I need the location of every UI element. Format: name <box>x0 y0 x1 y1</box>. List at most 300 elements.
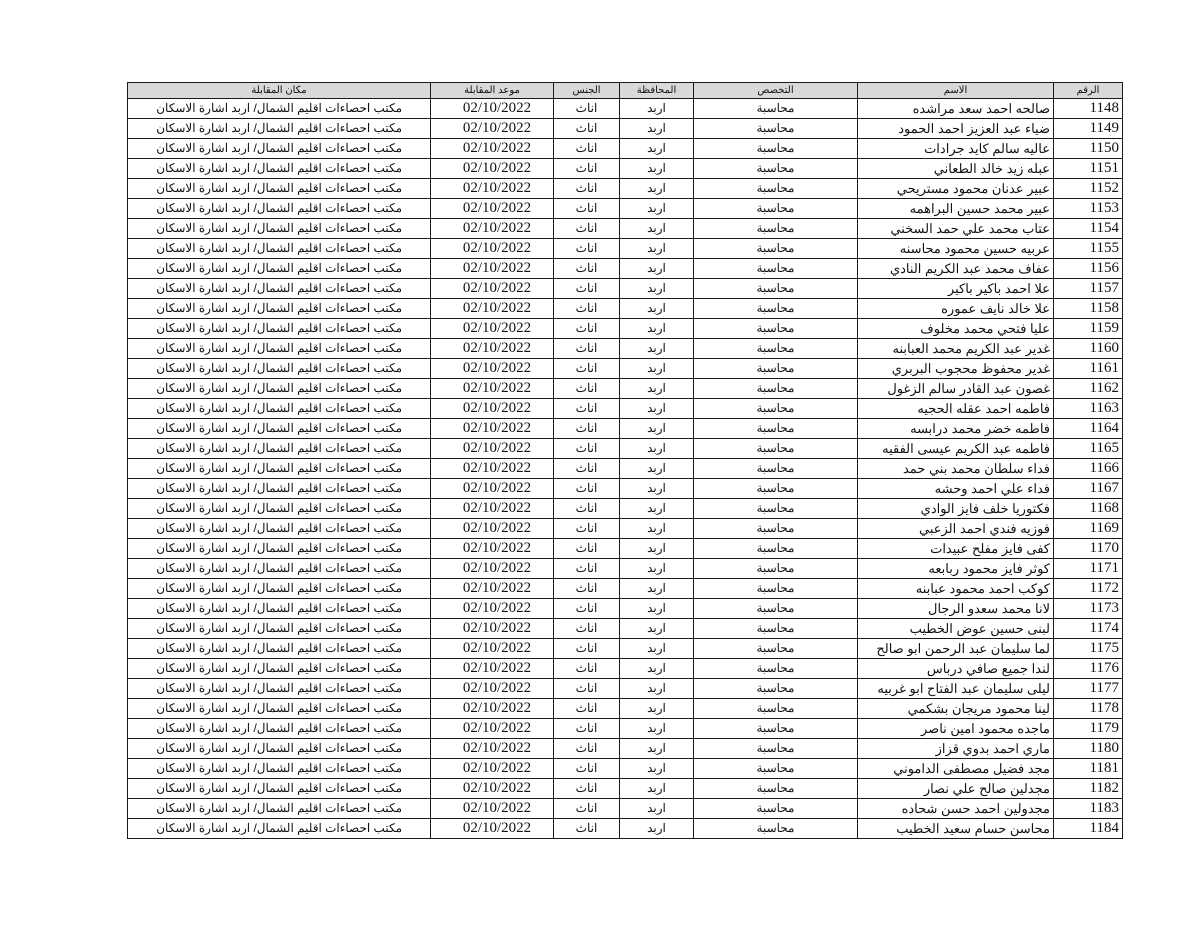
cell-name: كوكب احمد محمود عبابنه <box>858 579 1054 599</box>
cell-date: 02/10/2022 <box>431 299 554 319</box>
table-row <box>128 379 1123 399</box>
cell-place: مكتب احصاءات اقليم الشمال/ اربد اشارة الاسكان <box>128 99 431 119</box>
cell-number: 1156 <box>1054 259 1123 279</box>
cell-gender: اناث <box>554 779 620 799</box>
cell-place: مكتب احصاءات اقليم الشمال/ اربد اشارة الاسكان <box>128 719 431 739</box>
cell-name: عبله زيد خالد الطعاني <box>858 159 1054 179</box>
cell-number: 1148 <box>1054 99 1123 119</box>
cell-specialization: محاسبة <box>694 759 858 779</box>
cell-number: 1150 <box>1054 139 1123 159</box>
cell-number: 1169 <box>1054 519 1123 539</box>
cell-place: مكتب احصاءات اقليم الشمال/ اربد اشارة الاسكان <box>128 819 431 839</box>
cell-specialization: محاسبة <box>694 179 858 199</box>
cell-governorate: اربد <box>620 179 694 199</box>
cell-name: عتاب محمد علي حمد السخني <box>858 219 1054 239</box>
cell-place: مكتب احصاءات اقليم الشمال/ اربد اشارة الاسكان <box>128 619 431 639</box>
cell-number: 1155 <box>1054 239 1123 259</box>
table-row <box>128 179 1123 199</box>
cell-specialization: محاسبة <box>694 199 858 219</box>
cell-governorate: اربد <box>620 479 694 499</box>
cell-specialization: محاسبة <box>694 239 858 259</box>
cell-governorate: اربد <box>620 779 694 799</box>
cell-place: مكتب احصاءات اقليم الشمال/ اربد اشارة الاسكان <box>128 239 431 259</box>
cell-date: 02/10/2022 <box>431 139 554 159</box>
cell-governorate: اربد <box>620 299 694 319</box>
cell-governorate: اربد <box>620 439 694 459</box>
cell-date: 02/10/2022 <box>431 719 554 739</box>
cell-number: 1176 <box>1054 659 1123 679</box>
cell-date: 02/10/2022 <box>431 119 554 139</box>
cell-specialization: محاسبة <box>694 139 858 159</box>
cell-number: 1182 <box>1054 779 1123 799</box>
header-specialization: التخصص <box>694 83 858 99</box>
cell-name: ضياء عبد العزيز احمد الحمود <box>858 119 1054 139</box>
cell-place: مكتب احصاءات اقليم الشمال/ اربد اشارة الاسكان <box>128 679 431 699</box>
cell-specialization: محاسبة <box>694 339 858 359</box>
cell-specialization: محاسبة <box>694 119 858 139</box>
cell-name: فكتوريا خلف فايز الوادي <box>858 499 1054 519</box>
cell-governorate: اربد <box>620 739 694 759</box>
cell-date: 02/10/2022 <box>431 499 554 519</box>
table-row <box>128 159 1123 179</box>
cell-place: مكتب احصاءات اقليم الشمال/ اربد اشارة الاسكان <box>128 359 431 379</box>
cell-number: 1160 <box>1054 339 1123 359</box>
header-name: الاسم <box>858 83 1054 99</box>
cell-number: 1172 <box>1054 579 1123 599</box>
cell-specialization: محاسبة <box>694 559 858 579</box>
cell-governorate: اربد <box>620 519 694 539</box>
cell-name: ماجده محمود امين ناصر <box>858 719 1054 739</box>
cell-specialization: محاسبة <box>694 579 858 599</box>
table-row <box>128 599 1123 619</box>
cell-place: مكتب احصاءات اقليم الشمال/ اربد اشارة الاسكان <box>128 799 431 819</box>
cell-gender: اناث <box>554 439 620 459</box>
cell-date: 02/10/2022 <box>431 679 554 699</box>
cell-gender: اناث <box>554 579 620 599</box>
cell-gender: اناث <box>554 99 620 119</box>
cell-number: 1177 <box>1054 679 1123 699</box>
cell-specialization: محاسبة <box>694 459 858 479</box>
cell-governorate: اربد <box>620 499 694 519</box>
table-row <box>128 499 1123 519</box>
cell-gender: اناث <box>554 699 620 719</box>
cell-name: لينا محمود مريجان بشكمي <box>858 699 1054 719</box>
cell-gender: اناث <box>554 739 620 759</box>
cell-number: 1179 <box>1054 719 1123 739</box>
cell-date: 02/10/2022 <box>431 779 554 799</box>
cell-name: عفاف محمد عبد الكريم النادي <box>858 259 1054 279</box>
cell-name: فداء سلطان محمد بني حمد <box>858 459 1054 479</box>
cell-gender: اناث <box>554 239 620 259</box>
cell-name: كفى فايز مفلح عبيدات <box>858 539 1054 559</box>
cell-place: مكتب احصاءات اقليم الشمال/ اربد اشارة الاسكان <box>128 179 431 199</box>
cell-name: مجد فضيل مصطفى الداموني <box>858 759 1054 779</box>
cell-specialization: محاسبة <box>694 479 858 499</box>
cell-number: 1153 <box>1054 199 1123 219</box>
table-row <box>128 339 1123 359</box>
cell-number: 1149 <box>1054 119 1123 139</box>
cell-name: مجدولين احمد حسن شحاده <box>858 799 1054 819</box>
cell-governorate: اربد <box>620 159 694 179</box>
cell-name: غصون عبد القادر سالم الزغول <box>858 379 1054 399</box>
cell-governorate: اربد <box>620 99 694 119</box>
cell-specialization: محاسبة <box>694 719 858 739</box>
cell-number: 1173 <box>1054 599 1123 619</box>
cell-governorate: اربد <box>620 799 694 819</box>
table-row <box>128 259 1123 279</box>
cell-date: 02/10/2022 <box>431 479 554 499</box>
table-body <box>128 99 1123 839</box>
cell-name: ماري احمد بدوي قزاز <box>858 739 1054 759</box>
cell-governorate: اربد <box>620 659 694 679</box>
table-row <box>128 419 1123 439</box>
cell-governorate: اربد <box>620 199 694 219</box>
cell-specialization: محاسبة <box>694 659 858 679</box>
candidates-table <box>127 82 1123 839</box>
cell-place: مكتب احصاءات اقليم الشمال/ اربد اشارة الاسكان <box>128 639 431 659</box>
cell-name: عبير عدنان محمود مستريحي <box>858 179 1054 199</box>
table-row <box>128 279 1123 299</box>
cell-specialization: محاسبة <box>694 819 858 839</box>
cell-date: 02/10/2022 <box>431 419 554 439</box>
cell-gender: اناث <box>554 519 620 539</box>
cell-date: 02/10/2022 <box>431 519 554 539</box>
cell-specialization: محاسبة <box>694 799 858 819</box>
cell-number: 1183 <box>1054 799 1123 819</box>
cell-gender: اناث <box>554 619 620 639</box>
cell-place: مكتب احصاءات اقليم الشمال/ اربد اشارة الاسكان <box>128 259 431 279</box>
cell-date: 02/10/2022 <box>431 159 554 179</box>
cell-place: مكتب احصاءات اقليم الشمال/ اربد اشارة الاسكان <box>128 199 431 219</box>
table-row <box>128 199 1123 219</box>
table-row <box>128 579 1123 599</box>
cell-gender: اناث <box>554 379 620 399</box>
cell-name: غدير محفوظ محجوب البربري <box>858 359 1054 379</box>
cell-gender: اناث <box>554 319 620 339</box>
cell-specialization: محاسبة <box>694 319 858 339</box>
cell-date: 02/10/2022 <box>431 179 554 199</box>
cell-gender: اناث <box>554 499 620 519</box>
cell-gender: اناث <box>554 179 620 199</box>
cell-specialization: محاسبة <box>694 679 858 699</box>
table-row <box>128 459 1123 479</box>
cell-governorate: اربد <box>620 679 694 699</box>
cell-place: مكتب احصاءات اقليم الشمال/ اربد اشارة الاسكان <box>128 479 431 499</box>
cell-place: مكتب احصاءات اقليم الشمال/ اربد اشارة الاسكان <box>128 139 431 159</box>
cell-date: 02/10/2022 <box>431 799 554 819</box>
table-row <box>128 659 1123 679</box>
cell-specialization: محاسبة <box>694 99 858 119</box>
cell-gender: اناث <box>554 459 620 479</box>
cell-number: 1174 <box>1054 619 1123 639</box>
cell-gender: اناث <box>554 119 620 139</box>
cell-place: مكتب احصاءات اقليم الشمال/ اربد اشارة الاسكان <box>128 539 431 559</box>
cell-gender: اناث <box>554 819 620 839</box>
cell-name: صالحه احمد سعد مراشده <box>858 99 1054 119</box>
header-governorate: المحافظة <box>620 83 694 99</box>
cell-place: مكتب احصاءات اقليم الشمال/ اربد اشارة الاسكان <box>128 579 431 599</box>
cell-gender: اناث <box>554 139 620 159</box>
cell-name: لما سليمان عبد الرحمن ابو صالح <box>858 639 1054 659</box>
cell-place: مكتب احصاءات اقليم الشمال/ اربد اشارة الاسكان <box>128 319 431 339</box>
cell-name: فداء علي احمد وحشه <box>858 479 1054 499</box>
cell-date: 02/10/2022 <box>431 319 554 339</box>
cell-date: 02/10/2022 <box>431 99 554 119</box>
cell-place: مكتب احصاءات اقليم الشمال/ اربد اشارة الاسكان <box>128 499 431 519</box>
cell-governorate: اربد <box>620 359 694 379</box>
cell-gender: اناث <box>554 219 620 239</box>
cell-number: 1178 <box>1054 699 1123 719</box>
cell-gender: اناث <box>554 559 620 579</box>
cell-specialization: محاسبة <box>694 539 858 559</box>
cell-gender: اناث <box>554 719 620 739</box>
table-row <box>128 699 1123 719</box>
table-row <box>128 719 1123 739</box>
table-header <box>128 83 1123 99</box>
cell-governorate: اربد <box>620 559 694 579</box>
cell-date: 02/10/2022 <box>431 239 554 259</box>
cell-gender: اناث <box>554 799 620 819</box>
cell-place: مكتب احصاءات اقليم الشمال/ اربد اشارة الاسكان <box>128 279 431 299</box>
cell-name: عبير محمد حسين البراهمه <box>858 199 1054 219</box>
table-row <box>128 219 1123 239</box>
cell-gender: اناث <box>554 679 620 699</box>
cell-place: مكتب احصاءات اقليم الشمال/ اربد اشارة الاسكان <box>128 219 431 239</box>
cell-date: 02/10/2022 <box>431 439 554 459</box>
cell-governorate: اربد <box>620 639 694 659</box>
cell-gender: اناث <box>554 479 620 499</box>
cell-governorate: اربد <box>620 239 694 259</box>
cell-specialization: محاسبة <box>694 299 858 319</box>
cell-gender: اناث <box>554 259 620 279</box>
table-row <box>128 359 1123 379</box>
cell-number: 1175 <box>1054 639 1123 659</box>
cell-governorate: اربد <box>620 459 694 479</box>
cell-date: 02/10/2022 <box>431 539 554 559</box>
cell-date: 02/10/2022 <box>431 199 554 219</box>
cell-gender: اناث <box>554 159 620 179</box>
table-row <box>128 759 1123 779</box>
cell-gender: اناث <box>554 339 620 359</box>
cell-specialization: محاسبة <box>694 159 858 179</box>
cell-governorate: اربد <box>620 139 694 159</box>
cell-date: 02/10/2022 <box>431 619 554 639</box>
header-place: مكان المقابلة <box>128 83 431 99</box>
cell-gender: اناث <box>554 399 620 419</box>
header-date: موعد المقابلة <box>431 83 554 99</box>
table-row <box>128 299 1123 319</box>
cell-place: مكتب احصاءات اقليم الشمال/ اربد اشارة الاسكان <box>128 559 431 579</box>
cell-governorate: اربد <box>620 619 694 639</box>
cell-date: 02/10/2022 <box>431 219 554 239</box>
cell-place: مكتب احصاءات اقليم الشمال/ اربد اشارة الاسكان <box>128 599 431 619</box>
cell-number: 1151 <box>1054 159 1123 179</box>
cell-date: 02/10/2022 <box>431 819 554 839</box>
cell-specialization: محاسبة <box>694 519 858 539</box>
cell-date: 02/10/2022 <box>431 599 554 619</box>
cell-governorate: اربد <box>620 379 694 399</box>
cell-date: 02/10/2022 <box>431 339 554 359</box>
cell-date: 02/10/2022 <box>431 259 554 279</box>
cell-number: 1154 <box>1054 219 1123 239</box>
cell-number: 1170 <box>1054 539 1123 559</box>
cell-name: لبنى حسين عوض الخطيب <box>858 619 1054 639</box>
cell-place: مكتب احصاءات اقليم الشمال/ اربد اشارة الاسكان <box>128 779 431 799</box>
cell-date: 02/10/2022 <box>431 359 554 379</box>
cell-date: 02/10/2022 <box>431 559 554 579</box>
cell-specialization: محاسبة <box>694 739 858 759</box>
cell-place: مكتب احصاءات اقليم الشمال/ اربد اشارة الاسكان <box>128 439 431 459</box>
cell-name: غدير عبد الكريم محمد العبابنه <box>858 339 1054 359</box>
table-row <box>128 799 1123 819</box>
table-row <box>128 619 1123 639</box>
cell-name: فاطمه احمد عقله الحجيه <box>858 399 1054 419</box>
cell-specialization: محاسبة <box>694 779 858 799</box>
header-gender: الجنس <box>554 83 620 99</box>
cell-date: 02/10/2022 <box>431 279 554 299</box>
cell-number: 1152 <box>1054 179 1123 199</box>
cell-specialization: محاسبة <box>694 399 858 419</box>
table-row <box>128 559 1123 579</box>
cell-governorate: اربد <box>620 759 694 779</box>
cell-name: علا احمد باكير باكير <box>858 279 1054 299</box>
cell-governorate: اربد <box>620 259 694 279</box>
cell-governorate: اربد <box>620 579 694 599</box>
header-number: الرقم <box>1054 83 1123 99</box>
cell-place: مكتب احصاءات اقليم الشمال/ اربد اشارة الاسكان <box>128 519 431 539</box>
cell-gender: اناث <box>554 539 620 559</box>
table-row <box>128 479 1123 499</box>
cell-number: 1168 <box>1054 499 1123 519</box>
cell-name: مجدلين صالح علي نصار <box>858 779 1054 799</box>
cell-governorate: اربد <box>620 599 694 619</box>
cell-number: 1180 <box>1054 739 1123 759</box>
cell-number: 1165 <box>1054 439 1123 459</box>
cell-name: ليلى سليمان عبد الفتاح ابو غربيه <box>858 679 1054 699</box>
cell-name: محاسن حسام سعيد الخطيب <box>858 819 1054 839</box>
table-row <box>128 739 1123 759</box>
cell-name: عربيه حسين محمود محاسنه <box>858 239 1054 259</box>
table-row <box>128 679 1123 699</box>
cell-place: مكتب احصاءات اقليم الشمال/ اربد اشارة الاسكان <box>128 339 431 359</box>
cell-governorate: اربد <box>620 279 694 299</box>
cell-date: 02/10/2022 <box>431 459 554 479</box>
cell-number: 1181 <box>1054 759 1123 779</box>
cell-number: 1184 <box>1054 819 1123 839</box>
cell-specialization: محاسبة <box>694 439 858 459</box>
cell-specialization: محاسبة <box>694 219 858 239</box>
cell-number: 1164 <box>1054 419 1123 439</box>
cell-place: مكتب احصاءات اقليم الشمال/ اربد اشارة الاسكان <box>128 739 431 759</box>
cell-name: فاطمه خضر محمد درابسه <box>858 419 1054 439</box>
cell-number: 1162 <box>1054 379 1123 399</box>
table-row <box>128 819 1123 839</box>
cell-date: 02/10/2022 <box>431 639 554 659</box>
cell-place: مكتب احصاءات اقليم الشمال/ اربد اشارة الاسكان <box>128 659 431 679</box>
cell-gender: اناث <box>554 299 620 319</box>
cell-name: فوزيه فندي احمد الزعبي <box>858 519 1054 539</box>
cell-governorate: اربد <box>620 399 694 419</box>
cell-name: لندا جميع صافي درباس <box>858 659 1054 679</box>
cell-number: 1166 <box>1054 459 1123 479</box>
cell-name: لانا محمد سعدو الرجال <box>858 599 1054 619</box>
cell-place: مكتب احصاءات اقليم الشمال/ اربد اشارة الاسكان <box>128 159 431 179</box>
cell-gender: اناث <box>554 359 620 379</box>
cell-gender: اناث <box>554 659 620 679</box>
cell-governorate: اربد <box>620 319 694 339</box>
table-row <box>128 539 1123 559</box>
cell-gender: اناث <box>554 279 620 299</box>
cell-number: 1159 <box>1054 319 1123 339</box>
table-row <box>128 639 1123 659</box>
cell-specialization: محاسبة <box>694 279 858 299</box>
cell-date: 02/10/2022 <box>431 379 554 399</box>
cell-place: مكتب احصاءات اقليم الشمال/ اربد اشارة الاسكان <box>128 119 431 139</box>
table-row <box>128 399 1123 419</box>
cell-name: كوثر فايز محمود ربابعه <box>858 559 1054 579</box>
table-row <box>128 119 1123 139</box>
cell-name: علا خالد نايف عموره <box>858 299 1054 319</box>
cell-name: فاطمه عبد الكريم عيسى الفقيه <box>858 439 1054 459</box>
table-row <box>128 779 1123 799</box>
cell-specialization: محاسبة <box>694 419 858 439</box>
cell-gender: اناث <box>554 759 620 779</box>
cell-place: مكتب احصاءات اقليم الشمال/ اربد اشارة الاسكان <box>128 399 431 419</box>
table-row <box>128 519 1123 539</box>
cell-specialization: محاسبة <box>694 599 858 619</box>
cell-governorate: اربد <box>620 119 694 139</box>
cell-specialization: محاسبة <box>694 499 858 519</box>
cell-gender: اناث <box>554 419 620 439</box>
cell-number: 1163 <box>1054 399 1123 419</box>
cell-date: 02/10/2022 <box>431 399 554 419</box>
table-row <box>128 99 1123 119</box>
cell-governorate: اربد <box>620 719 694 739</box>
table-row <box>128 439 1123 459</box>
cell-governorate: اربد <box>620 819 694 839</box>
cell-date: 02/10/2022 <box>431 699 554 719</box>
cell-date: 02/10/2022 <box>431 739 554 759</box>
table-row <box>128 319 1123 339</box>
cell-number: 1161 <box>1054 359 1123 379</box>
cell-place: مكتب احصاءات اقليم الشمال/ اربد اشارة الاسكان <box>128 759 431 779</box>
cell-place: مكتب احصاءات اقليم الشمال/ اربد اشارة الاسكان <box>128 379 431 399</box>
cell-gender: اناث <box>554 639 620 659</box>
cell-governorate: اربد <box>620 219 694 239</box>
cell-number: 1171 <box>1054 559 1123 579</box>
cell-place: مكتب احصاءات اقليم الشمال/ اربد اشارة الاسكان <box>128 299 431 319</box>
cell-governorate: اربد <box>620 699 694 719</box>
cell-specialization: محاسبة <box>694 699 858 719</box>
header-row <box>128 83 1123 99</box>
table-row <box>128 139 1123 159</box>
cell-specialization: محاسبة <box>694 359 858 379</box>
cell-number: 1157 <box>1054 279 1123 299</box>
cell-specialization: محاسبة <box>694 619 858 639</box>
cell-date: 02/10/2022 <box>431 579 554 599</box>
cell-number: 1167 <box>1054 479 1123 499</box>
cell-governorate: اربد <box>620 339 694 359</box>
cell-name: عاليه سالم كايد جرادات <box>858 139 1054 159</box>
cell-governorate: اربد <box>620 419 694 439</box>
cell-governorate: اربد <box>620 539 694 559</box>
cell-gender: اناث <box>554 599 620 619</box>
cell-gender: اناث <box>554 199 620 219</box>
table-row <box>128 239 1123 259</box>
cell-specialization: محاسبة <box>694 259 858 279</box>
cell-place: مكتب احصاءات اقليم الشمال/ اربد اشارة الاسكان <box>128 459 431 479</box>
cell-place: مكتب احصاءات اقليم الشمال/ اربد اشارة الاسكان <box>128 699 431 719</box>
